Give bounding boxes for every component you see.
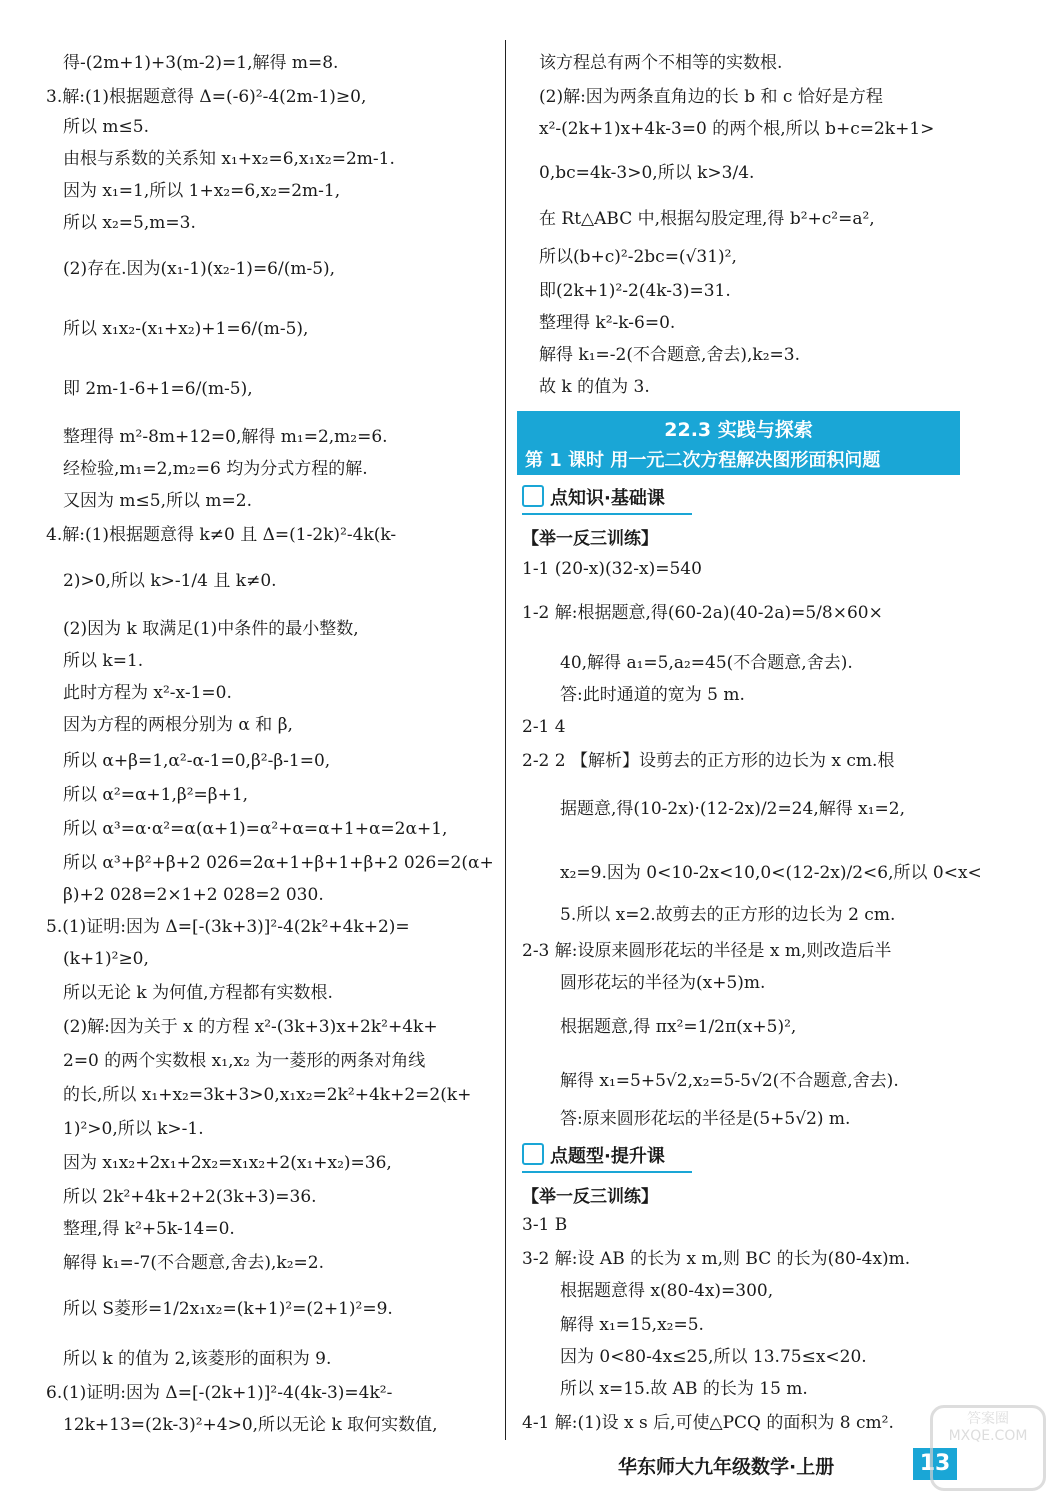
text-line: 5.(1)证明:因为 Δ=[-(3k+3)]²-4(2k²+4k+2)= — [46, 917, 410, 937]
column-divider — [505, 40, 506, 1440]
text-line: x₂=9.因为 0<10-2x<10,0<(12-2x)/2<6,所以 0<x< — [560, 863, 982, 883]
text-line: 所以 2k²+4k+2+2(3k+3)=36. — [63, 1187, 317, 1207]
text-line: 所以 m≤5. — [63, 117, 149, 137]
text-line: 整理得 m²-8m+12=0,解得 m₁=2,m₂=6. — [63, 427, 388, 447]
text-line: 所以 α³+β²+β+2 026=2α+1+β+1+β+2 026=2(α+ — [63, 853, 494, 873]
lesson-title: 第 1 课时 用一元二次方程解决图形面积问题 — [525, 450, 881, 471]
text-line: 解得 x₁=5+5√2,x₂=5-5√2(不合题意,舍去). — [560, 1071, 899, 1091]
text-line: (2)存在.因为(x₁-1)(x₂-1)=6/(m-5), — [63, 259, 336, 279]
text-line: 12k+13=(2k-3)²+4>0,所以无论 k 取何实数值, — [63, 1415, 438, 1435]
text-line: (2)解:因为关于 x 的方程 x²-(3k+3)x+2k²+4k+ — [63, 1017, 438, 1037]
clipboard-icon — [522, 1143, 544, 1165]
text-line: 2)>0,所以 k>-1/4 且 k≠0. — [63, 571, 277, 591]
heading-underline — [522, 1171, 692, 1173]
text-line: 又因为 m≤5,所以 m=2. — [63, 491, 252, 511]
text-line: 据题意,得(10-2x)·(12-2x)/2=24,解得 x₁=2, — [560, 799, 905, 819]
text-line: 1)²>0,所以 k>-1. — [63, 1119, 204, 1139]
text-line: 的长,所以 x₁+x₂=3k+3>0,x₁x₂=2k²+4k+2=2(k+ — [63, 1085, 472, 1105]
text-line: 4.解:(1)根据题意得 k≠0 且 Δ=(1-2k)²-4k(k- — [46, 525, 397, 545]
text-line: (2)因为 k 取满足(1)中条件的最小整数, — [63, 619, 359, 639]
text-line: 所以无论 k 为何值,方程都有实数根. — [63, 983, 333, 1003]
section-heading-knowledge — [522, 484, 665, 510]
watermark-stamp: 答案圈 MXQE.COM — [930, 1405, 1046, 1491]
text-line: 6.(1)证明:因为 Δ=[-(2k+1)]²-4(4k-3)=4k²- — [46, 1383, 393, 1403]
text-line: 所以 x₁x₂-(x₁+x₂)+1=6/(m-5), — [63, 319, 309, 339]
text-line: 因为 0<80-4x≤25,所以 13.75≤x<20. — [560, 1347, 867, 1367]
text-line: 所以 α²=α+1,β²=β+1, — [63, 785, 249, 805]
section-title: 22.3 实践与探索 — [664, 419, 813, 441]
text-line: 该方程总有两个不相等的实数根. — [539, 53, 783, 73]
text-line: 经检验,m₁=2,m₂=6 均为分式方程的解. — [63, 459, 368, 479]
text-line: 此时方程为 x²-x-1=0. — [63, 683, 232, 703]
text-line: 即 2m-1-6+1=6/(m-5), — [63, 379, 253, 399]
text-line: β)+2 028=2×1+2 028=2 030. — [63, 885, 324, 905]
text-line: (k+1)²≥0, — [63, 949, 149, 969]
text-line: 故 k 的值为 3. — [539, 377, 650, 397]
text-line: 1-1 (20-x)(32-x)=540 — [522, 559, 702, 579]
text-line: 答:此时通道的宽为 5 m. — [560, 685, 745, 705]
heading-underline — [522, 513, 692, 515]
text-line: 5.所以 x=2.故剪去的正方形的边长为 2 cm. — [560, 905, 896, 925]
footer-book-title: 华东师大九年级数学·上册 — [618, 1456, 835, 1478]
text-line: 所以(b+c)²-2bc=(√31)², — [539, 247, 737, 267]
text-line: 所以 S菱形=1/2x₁x₂=(k+1)²=(2+1)²=9. — [63, 1299, 393, 1319]
text-line: 2-1 4 — [522, 717, 566, 737]
section-heading-text: 点题型·提升课 — [550, 1146, 665, 1167]
text-line: 根据题意得 x(80-4x)=300, — [560, 1281, 774, 1301]
text-line: 3.解:(1)根据题意得 Δ=(-6)²-4(2m-1)≥0, — [46, 87, 367, 107]
book-icon — [522, 485, 544, 507]
text-line: 2-3 解:设原来圆形花坛的半径是 x m,则改造后半 — [522, 941, 892, 961]
text-line: 因为 x₁x₂+2x₁+2x₂=x₁x₂+2(x₁+x₂)=36, — [63, 1153, 392, 1173]
text-line: 所以 k 的值为 2,该菱形的面积为 9. — [63, 1349, 332, 1369]
text-line: 整理,得 k²+5k-14=0. — [63, 1219, 235, 1239]
text-line: 4-1 解:(1)设 x s 后,可使△PCQ 的面积为 8 cm². — [522, 1413, 894, 1433]
section-heading-text: 点知识·基础课 — [550, 488, 665, 509]
section-banner — [517, 411, 960, 475]
text-line: 得-(2m+1)+3(m-2)=1,解得 m=8. — [63, 53, 339, 73]
text-line: 所以 k=1. — [63, 651, 144, 671]
training-label-2: 【举一反三训练】 — [522, 1187, 658, 1207]
text-line: 2=0 的两个实数根 x₁,x₂ 为一菱形的两条对角线 — [63, 1051, 426, 1071]
text-line: 40,解得 a₁=5,a₂=45(不合题意,舍去). — [560, 653, 853, 673]
text-line: 3-2 解:设 AB 的长为 x m,则 BC 的长为(80-4x)m. — [522, 1249, 911, 1269]
text-line: 即(2k+1)²-2(4k-3)=31. — [539, 281, 731, 301]
text-line: 1-2 解:根据题意,得(60-2a)(40-2a)=5/8×60× — [522, 603, 883, 623]
text-line: 所以 α³=α·α²=α(α+1)=α²+α=α+1+α=2α+1, — [63, 819, 448, 839]
text-line: 解得 x₁=15,x₂=5. — [560, 1315, 704, 1335]
text-line: 解得 k₁=-7(不合题意,舍去),k₂=2. — [63, 1253, 324, 1273]
text-line: x²-(2k+1)x+4k-3=0 的两个根,所以 b+c=2k+1> — [539, 119, 935, 139]
text-line: 答:原来圆形花坛的半径是(5+5√2) m. — [560, 1109, 851, 1129]
page-number: 13 — [913, 1448, 957, 1480]
text-line: 解得 k₁=-2(不合题意,舍去),k₂=3. — [539, 345, 800, 365]
text-line: 3-1 B — [522, 1215, 568, 1235]
text-line: 2-2 2 【解析】设剪去的正方形的边长为 x cm.根 — [522, 751, 895, 771]
text-line: 由根与系数的关系知 x₁+x₂=6,x₁x₂=2m-1. — [63, 149, 395, 169]
text-line: 所以 x=15.故 AB 的长为 15 m. — [560, 1379, 808, 1399]
section-heading-types — [522, 1142, 665, 1168]
text-line: 所以 α+β=1,α²-α-1=0,β²-β-1=0, — [63, 751, 331, 771]
text-line: 在 Rt△ABC 中,根据勾股定理,得 b²+c²=a², — [539, 209, 875, 229]
training-label-1: 【举一反三训练】 — [522, 529, 658, 549]
text-line: 整理得 k²-k-6=0. — [539, 313, 676, 333]
text-line: 所以 x₂=5,m=3. — [63, 213, 196, 233]
text-line: 圆形花坛的半径为(x+5)m. — [560, 973, 766, 993]
text-line: 因为方程的两根分别为 α 和 β, — [63, 715, 293, 735]
text-line: (2)解:因为两条直角边的长 b 和 c 恰好是方程 — [539, 87, 883, 107]
text-line: 根据题意,得 πx²=1/2π(x+5)², — [560, 1017, 797, 1037]
text-line: 0,bc=4k-3>0,所以 k>3/4. — [539, 163, 755, 183]
text-line: 因为 x₁=1,所以 1+x₂=6,x₂=2m-1, — [63, 181, 341, 201]
